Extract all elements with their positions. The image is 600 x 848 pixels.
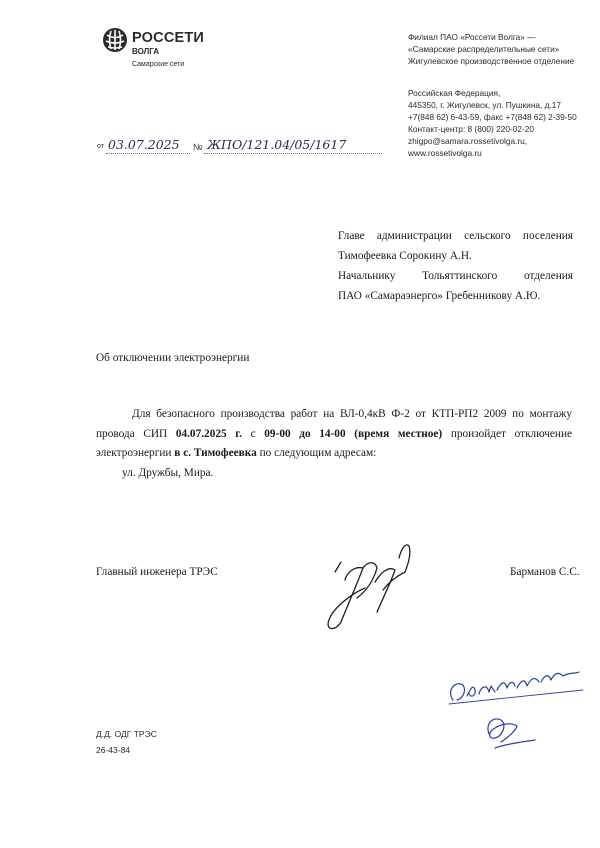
outage-date: 04.07.2025 г. [175,427,242,440]
signatory-name: Барманов С.С. [510,566,580,578]
address-country: Российская Федерация, [408,88,501,98]
executor-phone: 26-43-84 [96,745,131,755]
org-line-3: Жигулевское производственное отделение [408,56,575,66]
company-logo [102,27,222,77]
logo-region: ВОЛГА [132,47,160,56]
outage-place: в с. Тимофеевка [174,447,257,459]
addressee-block [338,226,573,306]
address-phone: +7(848 62) 6-43-59, факс +7(848 62) 2-39-50 [408,112,577,122]
address-web: zhigpo@samara.rossetivolga.ru, www.rossetivolga.ru [408,136,528,158]
acknowledgement-handwriting [445,662,593,762]
number-underline [204,153,382,154]
body-text-d: по следующим адресам: [256,447,377,459]
handwritten-signature [305,532,425,642]
body-text-c: произойдет отключение электроэнергии [96,427,573,459]
logo-subsidiary: Самарские сети [132,61,185,68]
addressee-line-2: Тимофеевка Сорокину А.Н. [338,250,472,262]
body-text-a: Для безопасного производства работ на ВЛ-0,4кВ Ф-2 от КТП-РП2 2009 по монтажу провода СИП [96,408,572,440]
signatory-position: Главный инженера ТРЭС [96,566,218,578]
address-contact: Контакт-центр: 8 (800) 220-02-20 [408,124,534,134]
addressee-line-3: Начальнику Тольяттинского отделения [338,270,573,282]
rosseti-logo-icon [102,27,128,53]
reg-date: 03.07.2025 [108,137,180,152]
reg-number: ЖПО/121.04/05/1617 [207,137,347,152]
body-paragraph-1 [96,405,572,464]
letter-subject: Об отключении электроэнергии [96,352,250,364]
logo-name: РОССЕТИ [132,30,205,46]
reg-prefix-from: от [97,143,104,150]
outage-time: 09-00 до 14-00 (время местное) [264,427,443,440]
address-block [408,87,598,159]
letter-body [96,405,572,483]
addressee-line-4: ПАО «Самараэнерго» Гребенникову А.Ю. [338,290,541,302]
address-street: 445350, г. Жигулевск, ул. Пушкина, д.17 [408,100,561,110]
org-line-2: «Самарские распределительные сети» [408,44,560,54]
registration-line [97,137,387,159]
addressee-line-1: Главе администрации сельского поселения [338,230,573,242]
executor-name: Д.Д. ОДГ ТРЭС [96,729,157,739]
body-paragraph-2: ул. Дружбы, Мира. [122,466,214,479]
organization-block [408,31,598,67]
date-underline [106,153,190,154]
reg-prefix-no: № [193,142,203,152]
org-line-1: Филиал ПАО «Россети Волга» — [408,32,536,42]
body-text-b: с [241,427,265,440]
